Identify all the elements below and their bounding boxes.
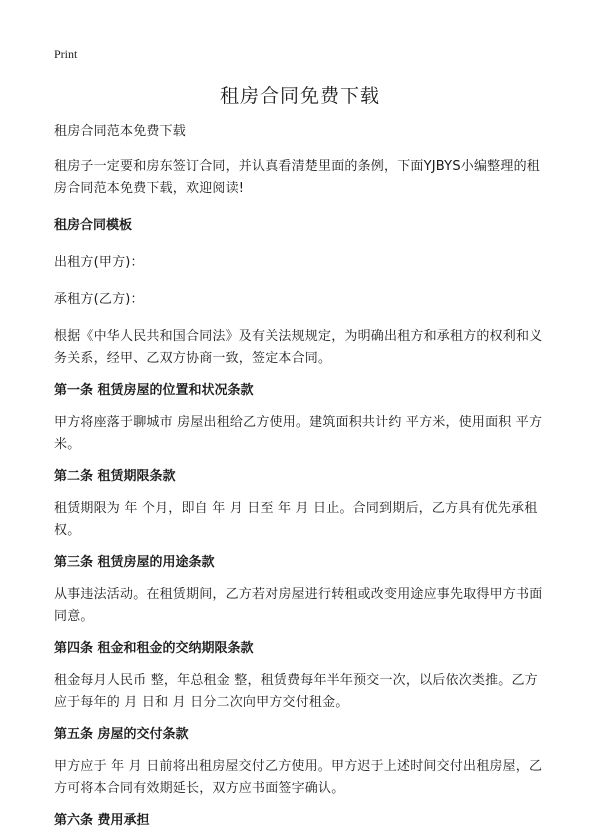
article-1-heading: 第一条 租赁房屋的位置和状况条款 bbox=[54, 383, 254, 398]
document-body bbox=[54, 121, 550, 832]
article-4-heading: 第四条 租金和租金的交纳期限条款 bbox=[54, 641, 254, 656]
article-1-text: 甲方将座落于聊城市 房屋出租给乙方使用。建筑面积共计约 平方米，使用面积 平方米。 bbox=[54, 415, 543, 452]
article-3-heading: 第三条 租赁房屋的用途条款 bbox=[54, 555, 215, 570]
article-5-text: 甲方应于 年 月 日前将出租房屋交付乙方使用。甲方迟于上述时间交付出租房屋，乙方可将本合同有效期延长，双方应书面签字确认。 bbox=[54, 759, 543, 796]
lessee-line: 承租方(乙方)： bbox=[54, 292, 144, 307]
preamble-paragraph: 根据《中华人民共和国合同法》及有关法规规定，为明确出租方和承租方的权利和义务关系，经甲、乙双方协商一致，签定本合同。 bbox=[54, 329, 543, 366]
intro-paragraph: 租房子一定要和房东签订合同，并认真看清楚里面的条例，下面YJBYS小编整理的租房合同范本免费下载，欢迎阅读! bbox=[54, 159, 540, 196]
intro-line: 租房合同范本免费下载 bbox=[54, 124, 187, 139]
article-2-heading: 第二条 租赁期限条款 bbox=[54, 469, 176, 484]
lessor-line: 出租方(甲方)： bbox=[54, 255, 144, 270]
article-5-heading: 第五条 房屋的交付条款 bbox=[54, 727, 189, 742]
print-link[interactable]: Print bbox=[54, 47, 78, 61]
article-6-heading: 第六条 费用承担 bbox=[54, 813, 150, 828]
document-title: 租房合同免费下载 bbox=[219, 85, 380, 107]
article-3-text: 从事违法活动。在租赁期间，乙方若对房屋进行转租或改变用途应事先取得甲方书面同意。 bbox=[54, 587, 543, 624]
article-4-text: 租金每月人民币 整，年总租金 整，租赁费每年半年预交一次，以后依次类推。乙方应于每年的 月 日和 月 日分二次向甲方交付租金。 bbox=[54, 673, 538, 710]
article-2-text: 租赁期限为 年 个月，即自 年 月 日至 年 月 日止。合同到期后，乙方具有优先承租权。 bbox=[54, 501, 538, 538]
section-heading-template: 租房合同模板 bbox=[54, 218, 133, 233]
